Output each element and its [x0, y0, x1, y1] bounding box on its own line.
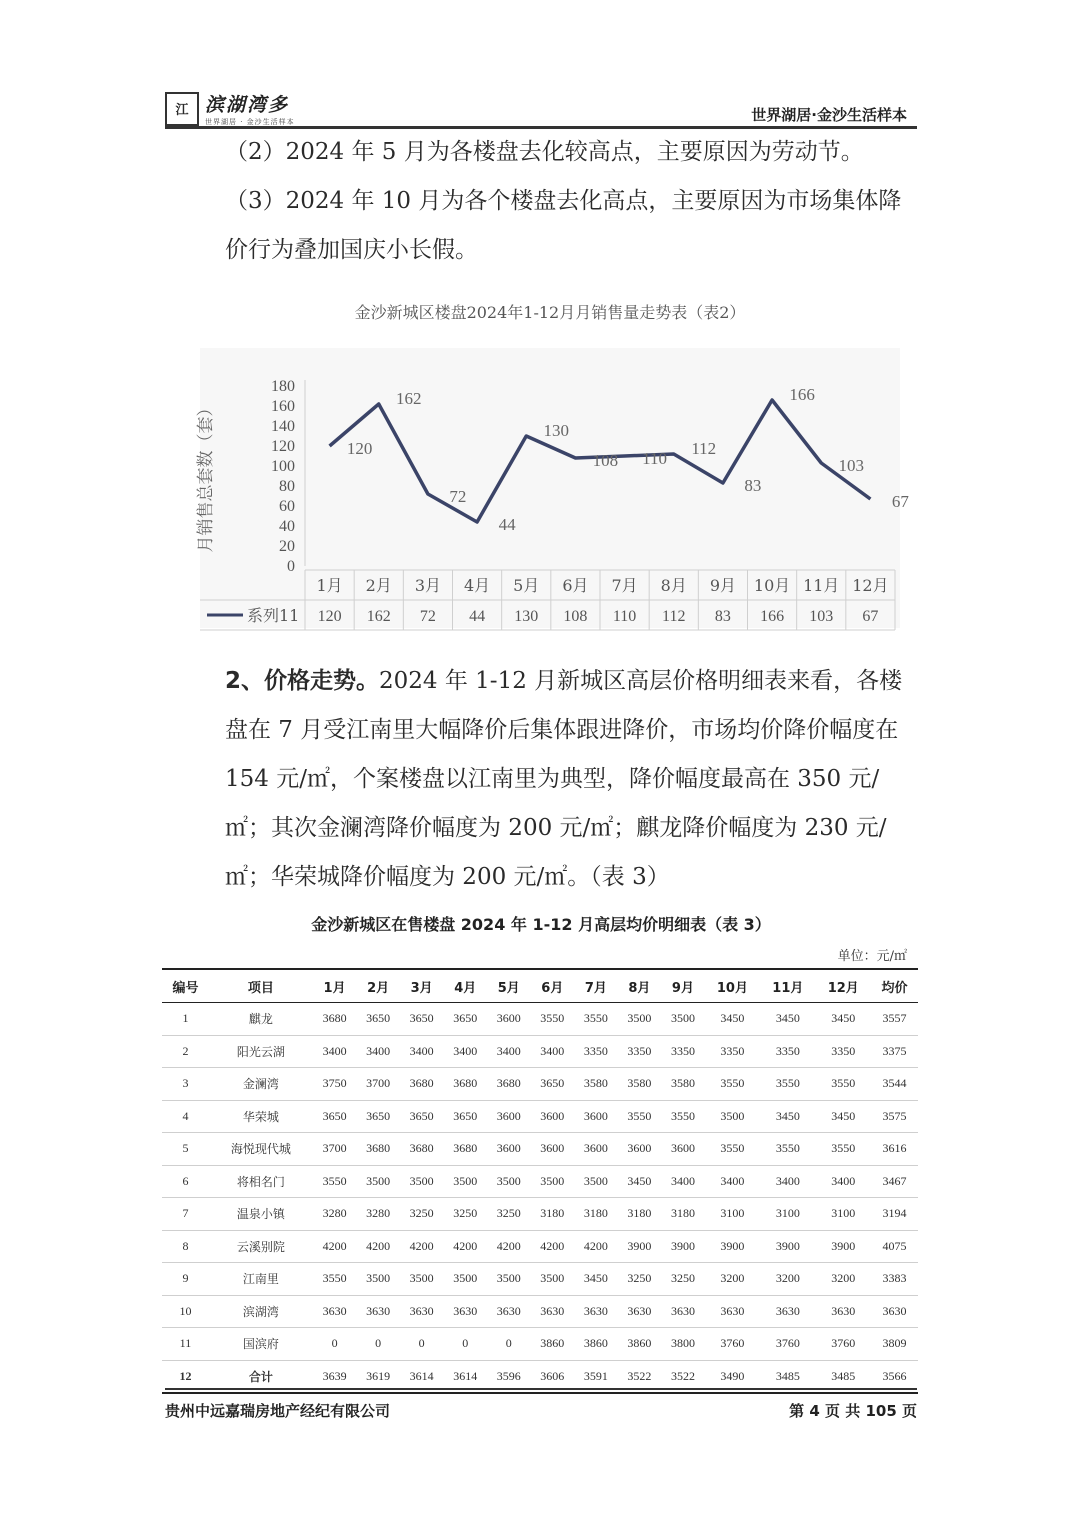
- price-cell: 3900: [661, 1230, 705, 1263]
- y-tick-label: 60: [279, 498, 295, 515]
- price-cell: 3500: [618, 1003, 662, 1036]
- price-cell: 3600: [618, 1133, 662, 1166]
- price-cell: 3614: [443, 1360, 487, 1393]
- price-cell: 3750: [313, 1068, 357, 1101]
- price-cell: 3550: [618, 1100, 662, 1133]
- table-value-cell: 162: [366, 608, 391, 625]
- table-row: [162, 1328, 918, 1361]
- price-cell: 4200: [574, 1230, 618, 1263]
- price-cell: 3550: [705, 1133, 760, 1166]
- row-number: 12: [162, 1360, 209, 1393]
- price-cell: 3606: [531, 1360, 575, 1393]
- price-cell: 3680: [313, 1003, 357, 1036]
- price-cell: 3400: [313, 1035, 357, 1068]
- table-row: [162, 1198, 918, 1231]
- price-cell: 3490: [705, 1360, 760, 1393]
- price-cell: 3630: [356, 1295, 400, 1328]
- table-value-cell: 166: [760, 608, 785, 625]
- price-cell: 3600: [661, 1133, 705, 1166]
- price-cell: 3650: [400, 1003, 444, 1036]
- price-cell: 3485: [816, 1360, 871, 1393]
- table-column-header: 12月: [816, 969, 871, 1003]
- data-label: 44: [498, 515, 516, 534]
- price-cell: 3600: [487, 1133, 531, 1166]
- project-name: 温泉小镇: [209, 1198, 313, 1231]
- section-heading: 2、价格走势。: [225, 668, 380, 694]
- row-number: 11: [162, 1328, 209, 1361]
- price-cell: 3580: [618, 1068, 662, 1101]
- price-cell: 3900: [816, 1230, 871, 1263]
- price-cell: 3450: [816, 1003, 871, 1036]
- x-tick-label: 2月: [365, 576, 392, 595]
- price-cell: 3650: [400, 1100, 444, 1133]
- price-cell: 3680: [400, 1133, 444, 1166]
- price-cell: 3680: [443, 1068, 487, 1101]
- price-cell: 3400: [400, 1035, 444, 1068]
- row-number: 5: [162, 1133, 209, 1166]
- price-cell: 3500: [705, 1100, 760, 1133]
- table-column-header: 4月: [443, 969, 487, 1003]
- price-cell: 3550: [313, 1263, 357, 1296]
- footer-company: 贵州中远嘉瑞房地产经纪有限公司: [165, 1402, 391, 1420]
- price-cell: 3900: [618, 1230, 662, 1263]
- price-cell: 3557: [871, 1003, 918, 1036]
- table-column-header: 8月: [618, 969, 662, 1003]
- y-tick-label: 140: [271, 418, 295, 435]
- price-cell: 3500: [531, 1263, 575, 1296]
- price-cell: 3630: [487, 1295, 531, 1328]
- paragraph-price-trend: [165, 657, 917, 902]
- price-cell: 3180: [574, 1198, 618, 1231]
- price-cell: 4075: [871, 1230, 918, 1263]
- row-number: 2: [162, 1035, 209, 1068]
- price-cell: 3860: [618, 1328, 662, 1361]
- x-tick-label: 3月: [414, 576, 442, 595]
- project-name: 华荣城: [209, 1100, 313, 1133]
- table-column-header: 6月: [531, 969, 575, 1003]
- price-cell: 3250: [443, 1198, 487, 1231]
- x-tick-label: 8月: [660, 576, 687, 595]
- price-cell: 3630: [871, 1295, 918, 1328]
- price-cell: 3760: [760, 1328, 815, 1361]
- chart-title: 金沙新城区楼盘2024年1-12月月销售量走势表（表2）: [354, 303, 746, 322]
- y-tick-label: 100: [271, 458, 295, 475]
- data-label: 130: [543, 421, 569, 440]
- price-cell: 3650: [356, 1003, 400, 1036]
- table-header-row: [162, 969, 918, 1003]
- table-column-header: 均价: [871, 969, 918, 1003]
- price-cell: 3630: [618, 1295, 662, 1328]
- price-cell: 3350: [705, 1035, 760, 1068]
- table-value-cell: 44: [469, 608, 486, 625]
- price-cell: 3450: [760, 1003, 815, 1036]
- price-cell: 3550: [760, 1068, 815, 1101]
- price-cell: 4200: [487, 1230, 531, 1263]
- price-cell: 3630: [661, 1295, 705, 1328]
- row-number: 1: [162, 1003, 209, 1036]
- price-cell: 3600: [487, 1003, 531, 1036]
- price-cell: 3630: [443, 1295, 487, 1328]
- price-cell: 3500: [574, 1165, 618, 1198]
- price-cell: 0: [313, 1328, 357, 1361]
- table-title: 金沙新城区在售楼盘 2024 年 1-12 月高层均价明细表（表 3）: [311, 915, 771, 934]
- price-cell: 3650: [443, 1100, 487, 1133]
- table-row: [162, 1230, 918, 1263]
- price-cell: 3614: [400, 1360, 444, 1393]
- company-logo: [165, 90, 295, 127]
- x-tick-label: 4月: [463, 576, 491, 595]
- price-cell: 3630: [705, 1295, 760, 1328]
- y-tick-label: 40: [279, 518, 295, 535]
- data-label: 162: [396, 389, 422, 408]
- price-cell: 3596: [487, 1360, 531, 1393]
- row-number: 10: [162, 1295, 209, 1328]
- table-column-header: 项目: [209, 969, 313, 1003]
- price-cell: 3350: [618, 1035, 662, 1068]
- data-label: 110: [642, 449, 668, 468]
- price-cell: 3580: [574, 1068, 618, 1101]
- paragraph-text: （2）2024 年 5 月为各楼盘去化较高点，主要原因为劳动节。: [225, 139, 864, 165]
- price-cell: 3900: [705, 1230, 760, 1263]
- footer-divider: [165, 1388, 917, 1390]
- price-cell: 3680: [487, 1068, 531, 1101]
- price-cell: 3630: [760, 1295, 815, 1328]
- price-cell: 3500: [356, 1263, 400, 1296]
- price-cell: 3400: [661, 1165, 705, 1198]
- price-cell: 0: [400, 1328, 444, 1361]
- table-row: [162, 1003, 918, 1036]
- price-cell: 3400: [705, 1165, 760, 1198]
- price-cell: 0: [356, 1328, 400, 1361]
- x-tick-label: 12月: [852, 576, 889, 595]
- project-name: 云溪别院: [209, 1230, 313, 1263]
- logo-name: 滨湖湾多: [205, 94, 290, 116]
- table-column-header: 11月: [760, 969, 815, 1003]
- price-cell: 3450: [574, 1263, 618, 1296]
- price-cell: 3650: [443, 1003, 487, 1036]
- price-cell: 3180: [531, 1198, 575, 1231]
- price-cell: 3500: [443, 1165, 487, 1198]
- row-number: 6: [162, 1165, 209, 1198]
- paragraph-october-peak: [165, 177, 917, 275]
- price-cell: 3350: [661, 1035, 705, 1068]
- price-cell: 3600: [574, 1100, 618, 1133]
- legend-label: 系列11: [247, 606, 300, 625]
- price-cell: 3200: [760, 1263, 815, 1296]
- y-axis-label: 月销售总套数（套）: [196, 399, 216, 553]
- table-column-header: 7月: [574, 969, 618, 1003]
- price-cell: 3680: [356, 1133, 400, 1166]
- price-cell: 3180: [618, 1198, 662, 1231]
- footer-page-number: 第 4 页 共 105 页: [789, 1402, 917, 1420]
- price-cell: 3700: [356, 1068, 400, 1101]
- price-cell: 3383: [871, 1263, 918, 1296]
- price-cell: 3630: [574, 1295, 618, 1328]
- table-value-cell: 83: [714, 608, 731, 625]
- price-cell: 3760: [705, 1328, 760, 1361]
- price-cell: 3630: [313, 1295, 357, 1328]
- price-cell: 3500: [400, 1263, 444, 1296]
- y-tick-label: 0: [287, 558, 295, 575]
- table-row: [162, 1295, 918, 1328]
- data-label: 120: [346, 439, 373, 458]
- price-cell: 3650: [356, 1100, 400, 1133]
- price-cell: 3522: [661, 1360, 705, 1393]
- table-unit: 单位：元/㎡: [837, 949, 907, 964]
- price-cell: 3100: [760, 1198, 815, 1231]
- x-tick-label: 10月: [753, 576, 791, 595]
- price-cell: 3400: [760, 1165, 815, 1198]
- price-cell: 4200: [356, 1230, 400, 1263]
- price-cell: 3194: [871, 1198, 918, 1231]
- price-cell: 3522: [618, 1360, 662, 1393]
- price-cell: 3350: [760, 1035, 815, 1068]
- table-column-header: 9月: [661, 969, 705, 1003]
- logo-subtitle: 世界湖居 · 金沙生活样本: [205, 118, 295, 126]
- table-column-header: 2月: [356, 969, 400, 1003]
- price-cell: 3400: [356, 1035, 400, 1068]
- price-cell: 0: [443, 1328, 487, 1361]
- price-cell: 3550: [313, 1165, 357, 1198]
- price-cell: 3500: [356, 1165, 400, 1198]
- paragraph-may-peak: [165, 128, 917, 177]
- table-row: [162, 1035, 918, 1068]
- price-cell: 3500: [400, 1165, 444, 1198]
- price-cell: 3400: [531, 1035, 575, 1068]
- price-cell: 3591: [574, 1360, 618, 1393]
- price-cell: 3650: [313, 1100, 357, 1133]
- price-cell: 3600: [574, 1133, 618, 1166]
- table-value-cell: 72: [419, 608, 436, 625]
- price-cell: 3450: [705, 1003, 760, 1036]
- y-tick-label: 180: [271, 378, 295, 395]
- price-cell: 3760: [816, 1328, 871, 1361]
- price-cell: 3600: [487, 1100, 531, 1133]
- data-label: 72: [449, 487, 467, 506]
- price-cell: 3619: [356, 1360, 400, 1393]
- price-cell: 3400: [816, 1165, 871, 1198]
- price-cell: 3630: [816, 1295, 871, 1328]
- price-cell: 3544: [871, 1068, 918, 1101]
- table-column-header: 5月: [487, 969, 531, 1003]
- price-cell: 4200: [313, 1230, 357, 1263]
- x-tick-label: 1月: [316, 576, 343, 595]
- price-cell: 3500: [443, 1263, 487, 1296]
- logo-mark-icon: 江: [165, 92, 199, 126]
- price-cell: 3500: [487, 1165, 531, 1198]
- price-cell: 3400: [487, 1035, 531, 1068]
- table-row: [162, 1263, 918, 1296]
- price-cell: 3900: [760, 1230, 815, 1263]
- table-row: [162, 1133, 918, 1166]
- paragraph-text: （3）2024 年 10 月为各个楼盘去化高点，主要原因为市场集体降价行为叠加国庆小长假。: [225, 188, 902, 263]
- x-tick-label: 7月: [611, 576, 638, 595]
- price-cell: 3700: [313, 1133, 357, 1166]
- x-tick-label: 9月: [709, 576, 737, 595]
- table-row: [162, 1068, 918, 1101]
- price-cell: 3180: [661, 1198, 705, 1231]
- price-cell: 3450: [760, 1100, 815, 1133]
- row-number: 8: [162, 1230, 209, 1263]
- table-value-cell: 130: [514, 608, 539, 625]
- project-name: 国滨府: [209, 1328, 313, 1361]
- page-header: [165, 86, 917, 130]
- y-tick-label: 120: [271, 438, 295, 455]
- project-name: 麒龙: [209, 1003, 313, 1036]
- price-cell: 3580: [661, 1068, 705, 1101]
- price-cell: 3450: [816, 1100, 871, 1133]
- price-cell: 3800: [661, 1328, 705, 1361]
- table-value-cell: 112: [662, 608, 686, 625]
- price-cell: 3200: [705, 1263, 760, 1296]
- data-label: 103: [838, 456, 864, 475]
- y-tick-label: 160: [271, 398, 295, 415]
- data-label: 112: [691, 439, 717, 458]
- table-row: [162, 1100, 918, 1133]
- project-name: 江南里: [209, 1263, 313, 1296]
- price-cell: 3250: [618, 1263, 662, 1296]
- project-name: 阳光云湖: [209, 1035, 313, 1068]
- price-cell: 3630: [400, 1295, 444, 1328]
- table-value-cell: 103: [809, 608, 834, 625]
- table-body: [162, 1003, 918, 1394]
- table-column-header: 编号: [162, 969, 209, 1003]
- table-value-cell: 108: [563, 608, 588, 625]
- project-name: 合计: [209, 1360, 313, 1393]
- price-cell: 0: [487, 1328, 531, 1361]
- project-name: 滨湖湾: [209, 1295, 313, 1328]
- price-cell: 3400: [443, 1035, 487, 1068]
- price-cell: 3860: [531, 1328, 575, 1361]
- row-number: 4: [162, 1100, 209, 1133]
- price-cell: 3680: [443, 1133, 487, 1166]
- project-name: 海悦现代城: [209, 1133, 313, 1166]
- price-cell: 3550: [816, 1133, 871, 1166]
- paragraph-text: 2024 年 1-12 月新城区高层价格明细表来看，各楼盘在 7 月受江南里大幅降价后集体跟进降价，市场均价降价幅度在 154 元/㎡，个案楼盘以江南里为典型，降价幅度最高在 350 元/㎡；其次金澜湾降价幅度为 200 元/㎡；麒龙降价幅度为 230 元/㎡；华荣城降价幅度为 200 元/㎡。（表 3）: [225, 668, 903, 890]
- y-tick-label: 20: [279, 538, 295, 555]
- table-value-cell: 120: [317, 608, 342, 625]
- row-number: 7: [162, 1198, 209, 1231]
- row-number: 9: [162, 1263, 209, 1296]
- chart-svg: [195, 290, 909, 630]
- price-cell: 3280: [356, 1198, 400, 1231]
- sales-trend-chart: [195, 290, 909, 630]
- price-cell: 3375: [871, 1035, 918, 1068]
- price-cell: 3450: [618, 1165, 662, 1198]
- price-cell: 3600: [531, 1133, 575, 1166]
- price-cell: 3250: [661, 1263, 705, 1296]
- price-cell: 3500: [487, 1263, 531, 1296]
- price-cell: 3600: [531, 1100, 575, 1133]
- table-column-header: 10月: [705, 969, 760, 1003]
- row-number: 3: [162, 1068, 209, 1101]
- price-cell: 3650: [531, 1068, 575, 1101]
- table-row: [162, 1165, 918, 1198]
- header-tagline: 世界湖居·金沙生活样本: [751, 106, 907, 124]
- price-cell: 3630: [531, 1295, 575, 1328]
- price-cell: 3566: [871, 1360, 918, 1393]
- price-cell: 3500: [531, 1165, 575, 1198]
- y-tick-label: 80: [279, 478, 295, 495]
- price-cell: 3485: [760, 1360, 815, 1393]
- data-label: 108: [592, 451, 619, 470]
- price-table: [162, 968, 918, 1394]
- data-label: 67: [891, 492, 909, 511]
- price-cell: 3550: [661, 1100, 705, 1133]
- price-cell: 3280: [313, 1198, 357, 1231]
- price-cell: 3100: [705, 1198, 760, 1231]
- price-cell: 3860: [574, 1328, 618, 1361]
- price-cell: 3550: [574, 1003, 618, 1036]
- project-name: 将相名门: [209, 1165, 313, 1198]
- price-cell: 4200: [531, 1230, 575, 1263]
- price-cell: 3550: [760, 1133, 815, 1166]
- x-tick-label: 6月: [562, 576, 589, 595]
- price-cell: 3250: [487, 1198, 531, 1231]
- price-cell: 3809: [871, 1328, 918, 1361]
- price-cell: 3550: [531, 1003, 575, 1036]
- price-cell: 3616: [871, 1133, 918, 1166]
- price-cell: 3467: [871, 1165, 918, 1198]
- price-cell: 3639: [313, 1360, 357, 1393]
- price-cell: 4200: [400, 1230, 444, 1263]
- table-column-header: 1月: [313, 969, 357, 1003]
- price-cell: 3575: [871, 1100, 918, 1133]
- price-cell: 3350: [574, 1035, 618, 1068]
- price-cell: 3500: [661, 1003, 705, 1036]
- x-tick-label: 5月: [513, 576, 540, 595]
- price-cell: 3550: [816, 1068, 871, 1101]
- price-cell: 3550: [705, 1068, 760, 1101]
- price-cell: 4200: [443, 1230, 487, 1263]
- price-cell: 3350: [816, 1035, 871, 1068]
- table-value-cell: 110: [612, 608, 637, 625]
- price-cell: 3680: [400, 1068, 444, 1101]
- price-cell: 3200: [816, 1263, 871, 1296]
- table-value-cell: 67: [862, 608, 879, 625]
- price-cell: 3100: [816, 1198, 871, 1231]
- data-label: 83: [744, 476, 762, 495]
- table-column-header: 3月: [400, 969, 444, 1003]
- x-tick-label: 11月: [803, 576, 840, 595]
- price-cell: 3250: [400, 1198, 444, 1231]
- project-name: 金澜湾: [209, 1068, 313, 1101]
- data-label: 166: [789, 385, 815, 404]
